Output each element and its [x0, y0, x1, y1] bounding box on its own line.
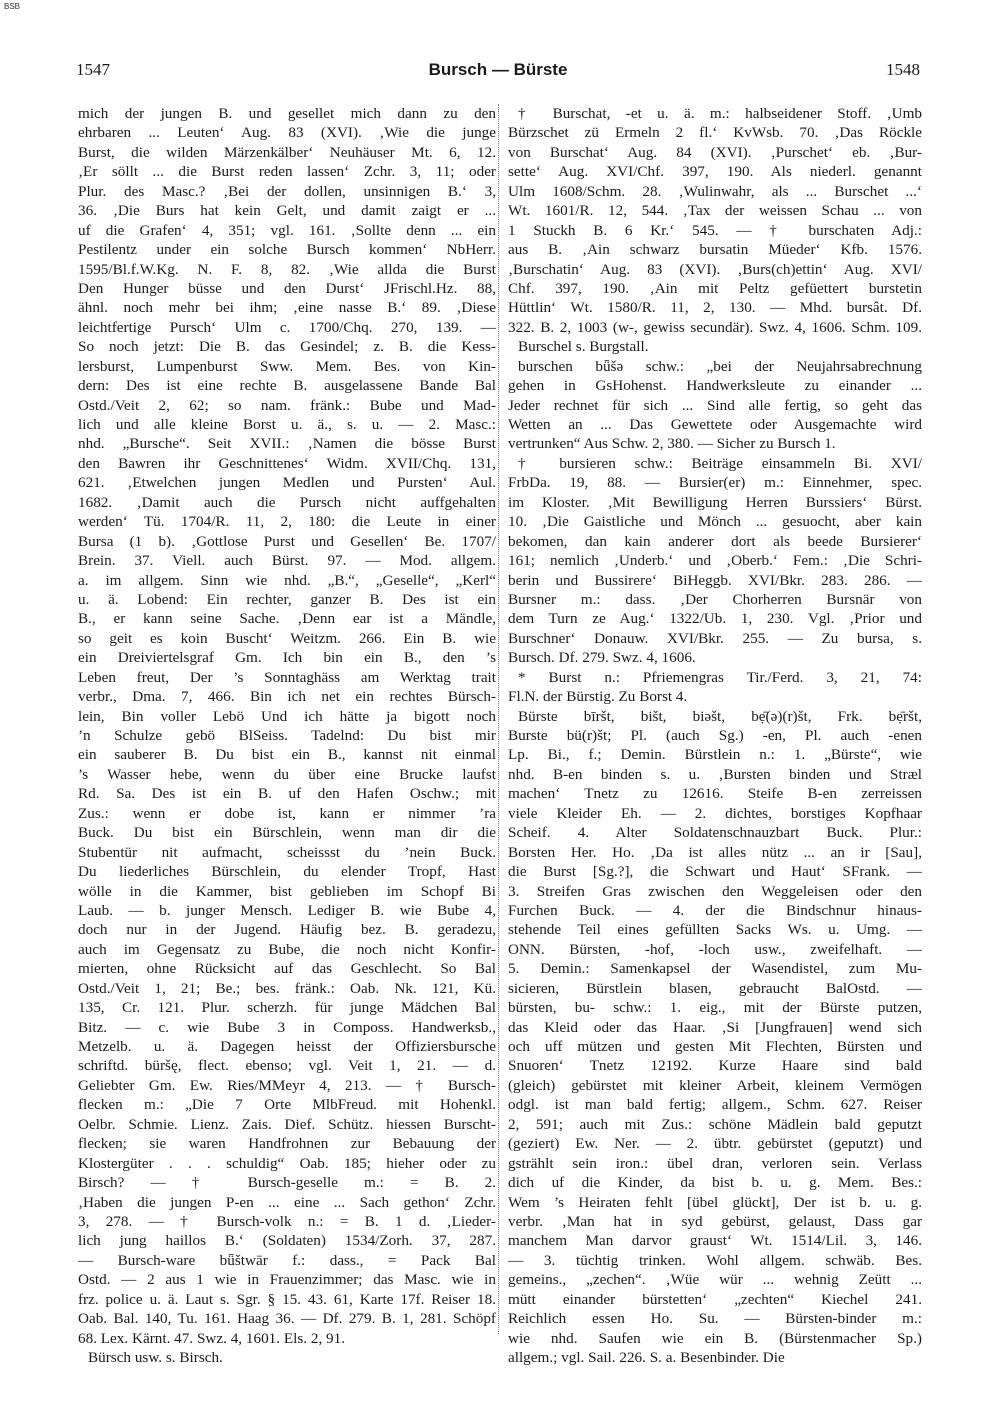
text-line: werden‘ Tü. 1704/R. 11, 2, 180: die Leute in einer: [78, 513, 496, 531]
text-line: lich und alle kleine Borst u. ä., s. u. — 2. Masc.:: [78, 416, 496, 433]
text-line: † bursieren schw.: Beiträge einsammeln Bi. XVI/: [518, 454, 922, 472]
text-line: burschen bǖšə schw.: „bei der Neujahrsabrechnung: [518, 357, 922, 375]
text-line: Zus.: wenn er dobe ist, kann er nimmer ’ra: [78, 804, 496, 822]
text-line: Burst, die wilden Märzenkälber‘ Neuhäuser Mt. 6, 12.: [78, 143, 496, 161]
text-line: Jeder rechnet für sich ... Sind alle fertig, so geht das: [508, 396, 922, 414]
text-line: das Kleid oder das Haar. ‚Si [Jungfrauen] wend sich: [508, 1018, 922, 1036]
text-line: 135, Cr. 121. Plur. scherzh. für junge Mädchen Bal: [78, 999, 496, 1017]
text-line: Bürzschet zü Ermeln 2 fl.‘ KvWsb. 70. ‚Das Röckle: [508, 124, 922, 142]
text-line: u. ä. Lobend: Ein rechter, ganzer B. Des ist ein: [78, 590, 496, 608]
text-line: sette‘ Aug. XVI/Chf. 397, 190. Als niederl. genannt: [508, 163, 922, 181]
text-line: mütt einander bürstetten‘ „zechten“ Kiechel 241.: [508, 1290, 922, 1308]
text-line: den Bawren ihr Geschnittenes‘ Widm. XVII/Chq. 131,: [78, 454, 496, 472]
text-line: ‚Haben die jungen P-en ... eine ... Sach gethon‘ Zchr.: [78, 1193, 496, 1211]
text-line: ‚Er söllt ... die Burst reden lassen‘ Zchr. 3, 11; oder: [78, 163, 496, 181]
text-line: stehende Teil eines gefüllten Sacks Ws. u. Umg. —: [508, 921, 922, 939]
text-line: gstrählt sein iron.: übel dran, verloren sein. Verlass: [508, 1154, 922, 1172]
running-header: [76, 60, 920, 88]
text-line: wölle in die Kammer, bist geblieben im Schopf Bi: [78, 882, 496, 900]
text-line: (gleich) gebürstet mit kleiner Arbeit, kleinem Vermögen: [508, 1076, 922, 1094]
text-line: mierten, ohne Rücksicht auf das Geschlecht. So Bal: [78, 960, 496, 978]
text-line: Bitz. — c. wie Bube 3 in Composs. Handwerksb.,: [78, 1018, 496, 1036]
text-line: Buck. Du bist ein Bürschlein, wenn man dir die: [78, 824, 496, 842]
text-line: FrbDa. 19, 88. — Bursier(er) m.: Einnehmer, spec.: [508, 474, 922, 492]
text-line: Rd. Sa. Des ist ein B. uf den Hafen Oschw.; mit: [78, 785, 496, 803]
text-line: im Kloster. ‚Mit Bewilligung Herren Burssiers‘ Bürst.: [508, 493, 922, 511]
text-line: ehrbaren ... Leuten‘ Aug. 83 (XVI). ‚Wie die junge: [78, 124, 496, 142]
text-line: wie nhd. Saufen wie ein B. (Bürstenmacher Sp.): [508, 1329, 922, 1347]
text-line: Snuoren‘ Tnetz 12192. Kurze Haare sind bald: [508, 1057, 922, 1075]
text-line: Pestilentz under ein solche Bursch kommen‘ NbHerr.: [78, 241, 496, 259]
text-line: ein sauberer B. Du bist ein B., kannst nit einmal: [78, 746, 496, 764]
text-line: Chf. 397, 190. ‚Ain mit Peltz gefüettert burstetin: [508, 279, 922, 297]
running-title: Bursch — Bürste: [428, 60, 568, 79]
text-line: Metzelb. u. ä. Dagegen heisst der Offiziersbursche: [78, 1038, 496, 1055]
text-line: sicieren, Bürstlein blasen, gebraucht BalOstd. —: [508, 979, 922, 997]
right-column: [508, 104, 922, 1367]
text-line: — Bursch-ware bǖštwār f.: dass., = Pack Bal: [78, 1251, 496, 1269]
text-line: 5. Demin.: Samenkapsel der Wasendistel, zum Mu-: [508, 960, 922, 978]
text-line: Wetten an ... Das Gewettete oder Ausgemachte wird: [508, 416, 922, 433]
text-line: Hüttlin‘ Wt. 1580/R. 11, 2, 130. — Mhd. bursât. Df.: [508, 299, 922, 317]
text-line: gehen in GsHohenst. Handwerksleute zu einander ...: [508, 377, 922, 395]
text-line: vertrunken“ Aus Schw. 2, 380. — Sicher zu Bursch 1.: [508, 435, 836, 453]
text-line: ’s Wasser hebe, wenn du über eine Brucke laufst: [78, 765, 496, 783]
text-line: Burschner‘ Donauw. XVI/Bkr. 255. — Zu bursa, s.: [508, 629, 922, 647]
text-line: flecken; sie waren Handfrohnen zur Bebauung der: [78, 1135, 496, 1153]
text-line: B., er kann seine Sache. ‚Denn ear ist a Mändle,: [78, 610, 496, 628]
text-line: Birsch? — † Bursch-geselle m.: = B. 2.: [78, 1174, 496, 1192]
text-line: 3. Streifen Gras zwischen den Weggeleisen oder den: [508, 882, 922, 900]
text-line: Borsten Her. Ho. ‚Da ist alles nütz ... an ir [Sau],: [508, 843, 922, 861]
text-line: machen‘ Tnetz zu 12616. Steife B-en zerreissen: [508, 785, 922, 803]
text-line: Plur. des Masc.? ‚Bei der dollen, unsinnigen B.‘ 3,: [78, 182, 496, 200]
text-line: ein Dreiviertelsgraf Gm. Ich bin ein B., den ’s: [78, 649, 496, 667]
text-line: Bursner m.: dass. ‚Der Chorherren Bursnär von: [508, 590, 922, 608]
page-number-left: 1547: [76, 60, 110, 79]
text-line: dich uf die Kinder, da bist b. u. g. Mem. Bes.:: [508, 1174, 922, 1192]
text-line: (geziert) Ew. Ner. — 2. übtr. gebürstet (geputzt) und: [508, 1135, 922, 1153]
text-line: 1595/Bl.f.W.Kg. N. F. 8, 82. ‚Wie allda die Burst: [78, 260, 496, 278]
text-line: die Burst [Sg.?], die Schwart und Haut‘ SFrank. —: [508, 863, 922, 881]
text-line: so geit es koin Buscht‘ Weitzm. 266. Ein B. wie: [78, 629, 496, 647]
text-line: 68. Lex. Kärnt. 47. Swz. 4, 1601. Els. 2, 91.: [78, 1329, 346, 1347]
text-line: Ostd. — 2 aus 1 wie in Frauenzimmer; das Masc. wie in: [78, 1271, 496, 1289]
text-line: 36. ‚Die Burs hat kein Gelt, und damit zaigt er ...: [78, 202, 496, 220]
text-line: Ostd./Veit 2, 62; so nam. fränk.: Bube und Mad-: [78, 396, 496, 414]
text-line: ONN. Bürsten, -hof, -loch usw., zweifelhaft. —: [508, 940, 922, 958]
left-column: [78, 104, 496, 1367]
text-line: doch nur in der Jugend. Häufig bez. B. geradezu,: [78, 921, 496, 939]
text-line: leichtfertige Pursch‘ Ulm c. 1700/Chq. 270, 139. —: [78, 318, 496, 336]
text-line: dern: Des ist eine rechte B. ausgelassene Bande Bal: [78, 377, 496, 395]
text-line: Brein. 37. Viell. auch Bürst. 97. — Mod. allgem.: [78, 552, 496, 570]
text-line: Den Hunger büsse und den Durst‘ JFrischl.Hz. 88,: [78, 279, 496, 297]
text-line: 161; nemlich ‚Underb.‘ und ‚Oberb.‘ Fem.: ‚Die Schri-: [508, 552, 922, 570]
text-line: lich jung haillos B.‘ (Soldaten) 1534/Zorh. 37, 287.: [78, 1232, 496, 1250]
text-line: * Burst n.: Pfriemengras Tir./Ferd. 3, 21, 74:: [518, 668, 922, 686]
text-line: viele Kleider Eh. — 2. dichtes, borstiges Kopfhaar: [508, 804, 922, 822]
text-line: Du liederliches Bürschlein, du elender Tropf, Hast: [78, 863, 496, 881]
text-line: Scheif. 4. Alter Soldatenschnauzbart Buck. Plur.:: [508, 824, 922, 842]
text-line: verbr. ‚Man hat in syd gebürst, gelaust, Dass gar: [508, 1212, 922, 1230]
text-line: 3, 278. — † Bursch-volk n.: = B. 1 d. ‚Lieder-: [78, 1212, 496, 1230]
text-line: berin und Bussirere‘ BiHeggb. XVI/Bkr. 283. 286. —: [508, 571, 922, 589]
text-line: verbr., Dma. 7, 466. Bin ich net ein rechtes Bürsch-: [78, 688, 496, 706]
text-line: Klostergüter . . . schuldig“ Oab. 185; hieher oder zu: [78, 1154, 496, 1172]
text-line: uf die Grafen‘ 4, 351; vgl. 161. ‚Sollte denn ... ein: [78, 221, 496, 239]
text-line: Wem ’s Heiraten fehlt [übel glückt], Der ist b. u. g.: [508, 1193, 922, 1211]
text-line: manchem Man darvor graust‘ Wt. 1514/Lil. 3, 146.: [508, 1232, 922, 1250]
text-line: 2, 591; auch mit Zus.: schöne Mädlein bald geputzt: [508, 1115, 922, 1133]
text-line: von Burschat‘ Aug. 84 (XVI). ‚Purschet‘ eb. ‚Bur-: [508, 143, 922, 161]
text-line: Ostd./Veit 1, 21; Be.; bes. fränk.: Oab. Nk. 121, Kü.: [78, 979, 496, 997]
text-line: Geliebter Gm. Ew. Ries/MMeyr 4, 213. — † Bursch-: [78, 1076, 496, 1094]
text-line: 621. ‚Etwelchen jungen Medlen und Pursten‘ Aul.: [78, 474, 496, 492]
text-line: 10. ‚Die Gaistliche und Mönch ... gesuocht, aber kain: [508, 513, 922, 531]
library-mark: BSB: [4, 2, 21, 11]
text-line: 1 Stuckh B. 6 Kr.‘ 545. — † burschaten Adj.:: [508, 221, 922, 239]
text-line: Lp. Bi., f.; Demin. Bürstlein n.: 1. „Bürste“, wie: [508, 746, 922, 764]
text-line: nhd. B-en binden s. u. ‚Bursten binden und Stræl: [508, 765, 922, 783]
text-line: och uff mützen und gesten Mit Flechten, Bürsten und: [508, 1038, 922, 1055]
text-line: Bursch. Df. 279. Swz. 4, 1606.: [508, 649, 696, 667]
text-line: Laub. — b. junger Mensch. Lediger B. wie Bube 4,: [78, 901, 496, 919]
text-line: ‚Burschatin‘ Aug. 83 (XVI). ‚Burs(ch)ettin‘ Aug. XVI/: [508, 260, 922, 278]
text-line: Furchen Buck. — 4. der die Bindschnur hinaus-: [508, 901, 922, 919]
text-line: aus B. ‚Ain schwarz bursatin Müeder‘ Kfb. 1576.: [508, 241, 922, 259]
text-line: bürsten, bu- schw.: 1. eig., mit der Bürste putzen,: [508, 999, 922, 1017]
text-line: Wt. 1601/R. 12, 544. ‚Tax der weissen Schau ... von: [508, 202, 922, 220]
text-line: schriftd. büršę, flect. ebenso; vgl. Veit 1, 21. — d.: [78, 1057, 496, 1075]
text-line: 322. B. 2, 1003 (w-, gewiss secundär). Swz. 4, 1606. Schm. 109.: [508, 318, 922, 336]
text-line: Bürste bīršt, bišt, biəšt, bẹ̄(ə)(r)št, Frk. bẹ̄ršt,: [518, 707, 922, 725]
text-line: † Burschat, -et u. ä. m.: halbseidener Stoff. ‚Umb: [518, 105, 922, 122]
text-line: ’n Schulze gebö BlSeiss. Tadelnd: Du bist mir: [78, 727, 496, 744]
text-line: gemeins., „zechen“. ‚Wüe wür ... wehnig Zeütt ...: [508, 1271, 922, 1289]
text-line: Oelbr. Schmie. Lienz. Zais. Dief. Schütz. hiessen Burscht-: [78, 1115, 496, 1133]
text-line: Fl.N. der Bürstig. Zu Borst 4.: [508, 688, 688, 706]
text-line: lein, Bin voller Lebö Und ich hätte ja bigott noch: [78, 707, 496, 725]
text-line: Stubentür nit aufmacht, scheissst du ’nein Buck.: [78, 843, 496, 861]
text-line: allgem.; vgl. Sail. 226. S. a. Besenbinder. Die: [508, 1349, 785, 1366]
column-divider: [498, 104, 500, 1334]
text-line: Burste bü(r)št; Pl. (auch Sg.) -en, Pl. auch -enen: [508, 727, 922, 744]
text-line: — 3. tüchtig trinken. Wohl allgem. schwäb. Bes.: [508, 1251, 922, 1269]
text-line: nhd. „Bursche“. Seit XVII.: ‚Namen die bösse Burst: [78, 435, 496, 453]
page-number-right: 1548: [886, 60, 920, 79]
text-line: Burschel s. Burgstall.: [518, 338, 649, 356]
text-line: flecken m.: „Die 7 Orte MlbFreud. mit Hohenkl.: [78, 1096, 496, 1114]
text-line: 1682. ‚Damit auch die Pursch nicht auffgehalten: [78, 493, 496, 511]
text-line: Leben freut, Der ’s Sonntaghäss am Werktag trait: [78, 668, 496, 686]
text-line: Ulm 1608/Schm. 28. ‚Wulinwahr, als ... Burschet ...‘: [508, 182, 922, 200]
text-line: ähnl. noch mehr bei ihm; ‚eine nasse B.‘ 89. ‚Diese: [78, 299, 496, 317]
text-line: So noch jetzt: Die B. das Gesindel; z. B. die Kess-: [78, 338, 496, 356]
text-line: odgl. ist man bald fertig; allgem., Schm. 627. Reiser: [508, 1096, 922, 1114]
text-line: mich der jungen B. und gesellet mich dann zu den: [78, 105, 496, 122]
text-line: lersburst, Lumpenburst Sww. Mem. Bes. von Kin-: [78, 357, 496, 375]
text-line: Bursa (1 b). ‚Gottlose Purst und Gesellen‘ Be. 1707/: [78, 532, 496, 550]
text-line: dem Turn ze Aug.‘ 1322/Ub. 1, 230. Vgl. ‚Prior und: [508, 610, 922, 628]
text-line: Bürsch usw. s. Birsch.: [88, 1349, 223, 1366]
text-line: a. im allgem. Sinn wie nhd. „B.“, „Geselle“, „Kerl“: [78, 571, 496, 589]
text-line: auch im Gegensatz zu Bube, die noch nicht Konfir-: [78, 940, 496, 958]
text-line: Reichlich essen Ho. Su. — Bürsten-binder m.:: [508, 1310, 922, 1328]
text-line: frz. police u. ä. Laut s. Sgr. § 15. 43. 61, Karte 17f. Reiser 18.: [78, 1290, 496, 1308]
text-line: Oab. Bal. 140, Tu. 161. Haag 36. — Df. 279. B. 1, 281. Schöpf: [78, 1310, 496, 1328]
text-line: bekomen, dan kain anderer dort als beede Bursierer‘: [508, 532, 922, 550]
